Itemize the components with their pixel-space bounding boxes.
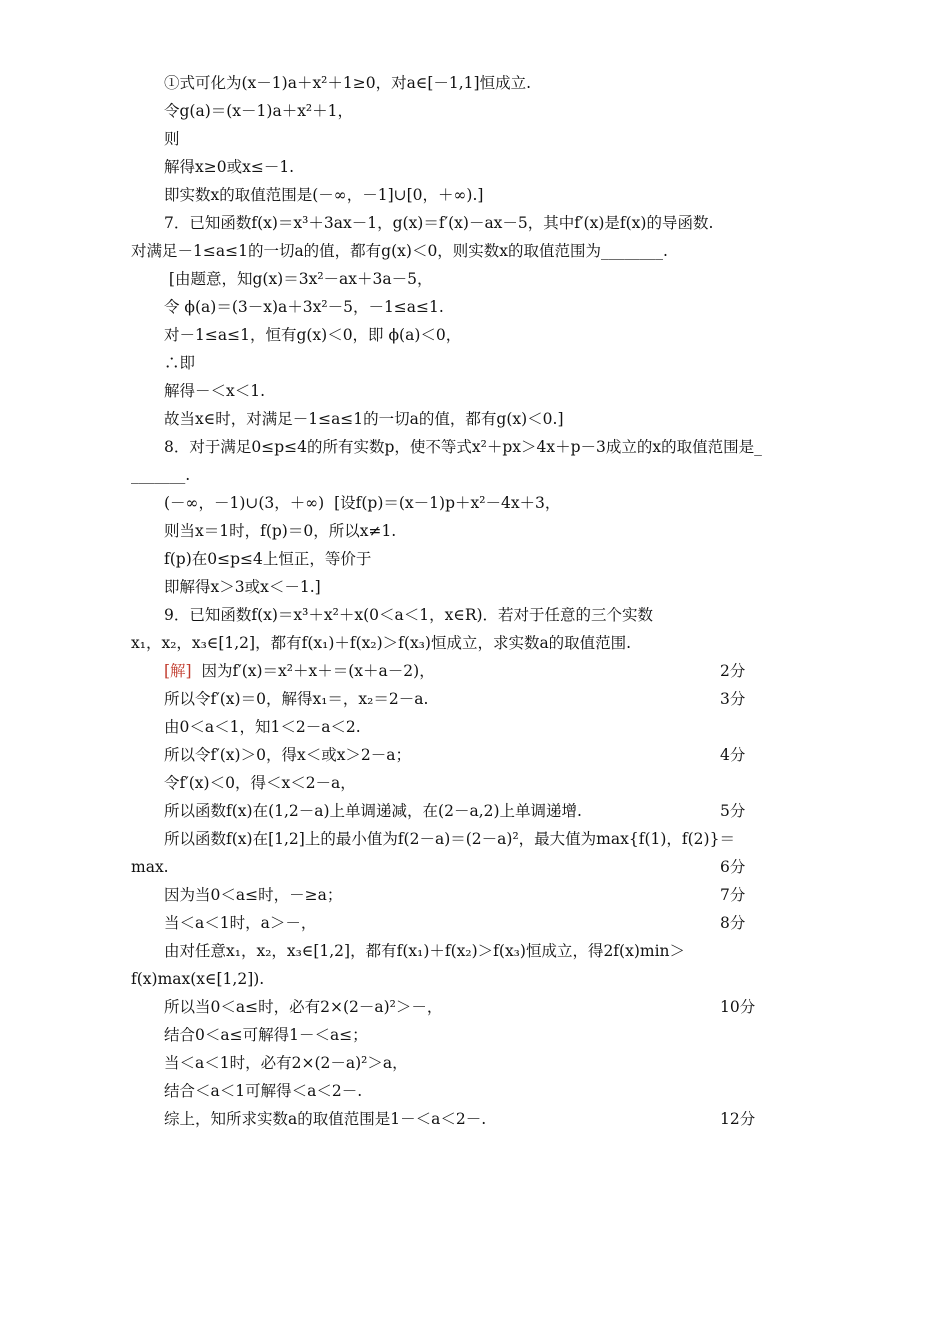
text-line	[164, 101, 353, 121]
text-line	[131, 465, 190, 485]
score-mark: 6分	[720, 858, 746, 876]
line-text: 当＜a＜1时，a＞－，	[164, 914, 317, 932]
text-line	[164, 801, 582, 821]
score-mark: 4分	[720, 746, 746, 764]
text-line	[164, 1053, 408, 1073]
text-line	[164, 689, 428, 709]
text-line	[164, 745, 411, 765]
line-text: 解得－＜x＜1.	[164, 382, 266, 400]
line-text: [由题意，知g(x)＝3x²－ax＋3a－5，	[164, 270, 433, 288]
text-line	[131, 633, 631, 653]
line-text: ∴即	[164, 354, 196, 372]
line-text: 结合＜a＜1可解得＜a＜2－.	[164, 1082, 363, 1100]
line-text: 即实数x的取值范围是(－∞，－1]∪[0，＋∞).]	[164, 186, 484, 204]
text-line	[164, 409, 564, 429]
text-line	[164, 661, 435, 681]
line-text: 当＜a＜1时，必有2×(2－a)²＞a，	[164, 1054, 408, 1072]
line-text: f(x)max(x∈[1,2]).	[131, 970, 265, 988]
line-text: 令f′(x)＜0，得＜x＜2－a，	[164, 774, 356, 792]
line-text: 9．已知函数f(x)＝x³＋x²＋x(0＜a＜1，x∈R)．若对于任意的三个实数	[164, 606, 654, 624]
text-line	[164, 577, 321, 597]
text-line	[164, 353, 195, 373]
line-text: 则	[164, 130, 180, 148]
text-line	[164, 885, 342, 905]
line-text: 故当x∈时，对满足－1≤a≤1的一切a的值，都有g(x)＜0.]	[164, 410, 564, 428]
text-line	[164, 185, 483, 205]
solution-label: [解]	[164, 662, 192, 680]
text-line	[164, 381, 265, 401]
line-text: 即解得x＞3或x＜－1.]	[164, 578, 321, 596]
line-text: 令 ϕ(a)＝(3－x)a＋3x²－5，－1≤a≤1.	[164, 298, 444, 316]
line-text: 因为f′(x)＝x²＋x＋＝(x＋a－2)，	[191, 662, 435, 680]
text-line	[131, 857, 169, 877]
text-line	[164, 129, 180, 149]
text-line	[164, 549, 371, 569]
text-line	[164, 829, 735, 849]
text-line	[164, 157, 294, 177]
score-mark: 7分	[720, 886, 746, 904]
score-mark: 5分	[720, 802, 746, 820]
line-text: 结合0＜a≤可解得1－＜a≤；	[164, 1026, 368, 1044]
line-text: 8．对于满足0≤p≤4的所有实数p，使不等式x²＋px＞4x＋p－3成立的x的取值范围是_	[164, 438, 762, 456]
text-line	[164, 941, 685, 961]
score-mark: 12分	[720, 1110, 756, 1128]
line-text: 则当x＝1时，f(p)＝0，所以x≠1.	[164, 522, 397, 540]
text-line	[164, 605, 653, 625]
score-mark: 8分	[720, 914, 746, 932]
line-text: 因为当0＜a≤时，－≥a；	[164, 886, 343, 904]
line-text: max.	[131, 858, 169, 876]
line-text: _______.	[131, 466, 191, 484]
text-line	[164, 213, 713, 233]
line-text: 所以函数f(x)在[1,2]上的最小值为f(2－a)＝(2－a)²，最大值为max{f(1)，f(2)}＝	[164, 830, 735, 848]
text-line	[164, 1025, 368, 1045]
line-text: 综上，知所求实数a的取值范围是1－＜a＜2－.	[164, 1110, 487, 1128]
line-text: f(p)在0≤p≤4上恒正，等价于	[164, 550, 372, 568]
line-text: 对－1≤a≤1，恒有g(x)＜0，即 ϕ(a)＜0，	[164, 326, 462, 344]
text-line	[164, 269, 433, 289]
text-line	[164, 73, 531, 93]
text-line	[164, 717, 361, 737]
line-text: 7．已知函数f(x)＝x³＋3ax－1，g(x)＝f′(x)－ax－5，其中f′(x)是f(x)的导函数.	[164, 214, 714, 232]
line-text: (－∞，－1)∪(3，＋∞) [设f(p)＝(x－1)p＋x²－4x＋3，	[164, 494, 561, 512]
text-line	[164, 997, 442, 1017]
line-text: 所以令f′(x)＝0，解得x₁＝，x₂＝2－a.	[164, 690, 429, 708]
text-line	[164, 493, 560, 513]
line-text: 解得x≥0或x≤－1.	[164, 158, 295, 176]
line-text: 所以函数f(x)在(1,2－a)上单调递减，在(2－a,2)上单调递增.	[164, 802, 582, 820]
line-text: 所以令f′(x)＞0，得x＜或x＞2－a；	[164, 746, 412, 764]
text-line	[164, 437, 762, 457]
text-line	[164, 1109, 486, 1129]
line-text: 所以当0＜a≤时，必有2×(2－a)²＞－，	[164, 998, 443, 1016]
score-mark: 10分	[720, 998, 756, 1016]
score-mark: 3分	[720, 690, 746, 708]
text-line	[164, 297, 444, 317]
line-text: 由0＜a＜1，知1＜2－a＜2.	[164, 718, 361, 736]
line-text: ①式可化为(x－1)a＋x²＋1≥0，对a∈[－1,1]恒成立.	[164, 74, 531, 92]
text-line	[131, 969, 264, 989]
text-line	[164, 773, 356, 793]
line-text: 由对任意x₁，x₂，x₃∈[1,2]，都有f(x₁)＋f(x₂)＞f(x₃)恒成立，得2f(x)min＞	[164, 942, 686, 960]
line-text: x₁，x₂，x₃∈[1,2]，都有f(x₁)＋f(x₂)＞f(x₃)恒成立，求实数a的取值范围.	[131, 634, 632, 652]
line-text: 令g(a)＝(x－1)a＋x²＋1，	[164, 102, 354, 120]
text-line	[164, 1081, 362, 1101]
text-line	[131, 241, 668, 261]
line-text: 对满足－1≤a≤1的一切a的值，都有g(x)＜0，则实数x的取值范围为________.	[131, 242, 668, 260]
text-line	[164, 913, 316, 933]
text-line	[164, 325, 461, 345]
text-line	[164, 521, 396, 541]
score-mark: 2分	[720, 662, 746, 680]
